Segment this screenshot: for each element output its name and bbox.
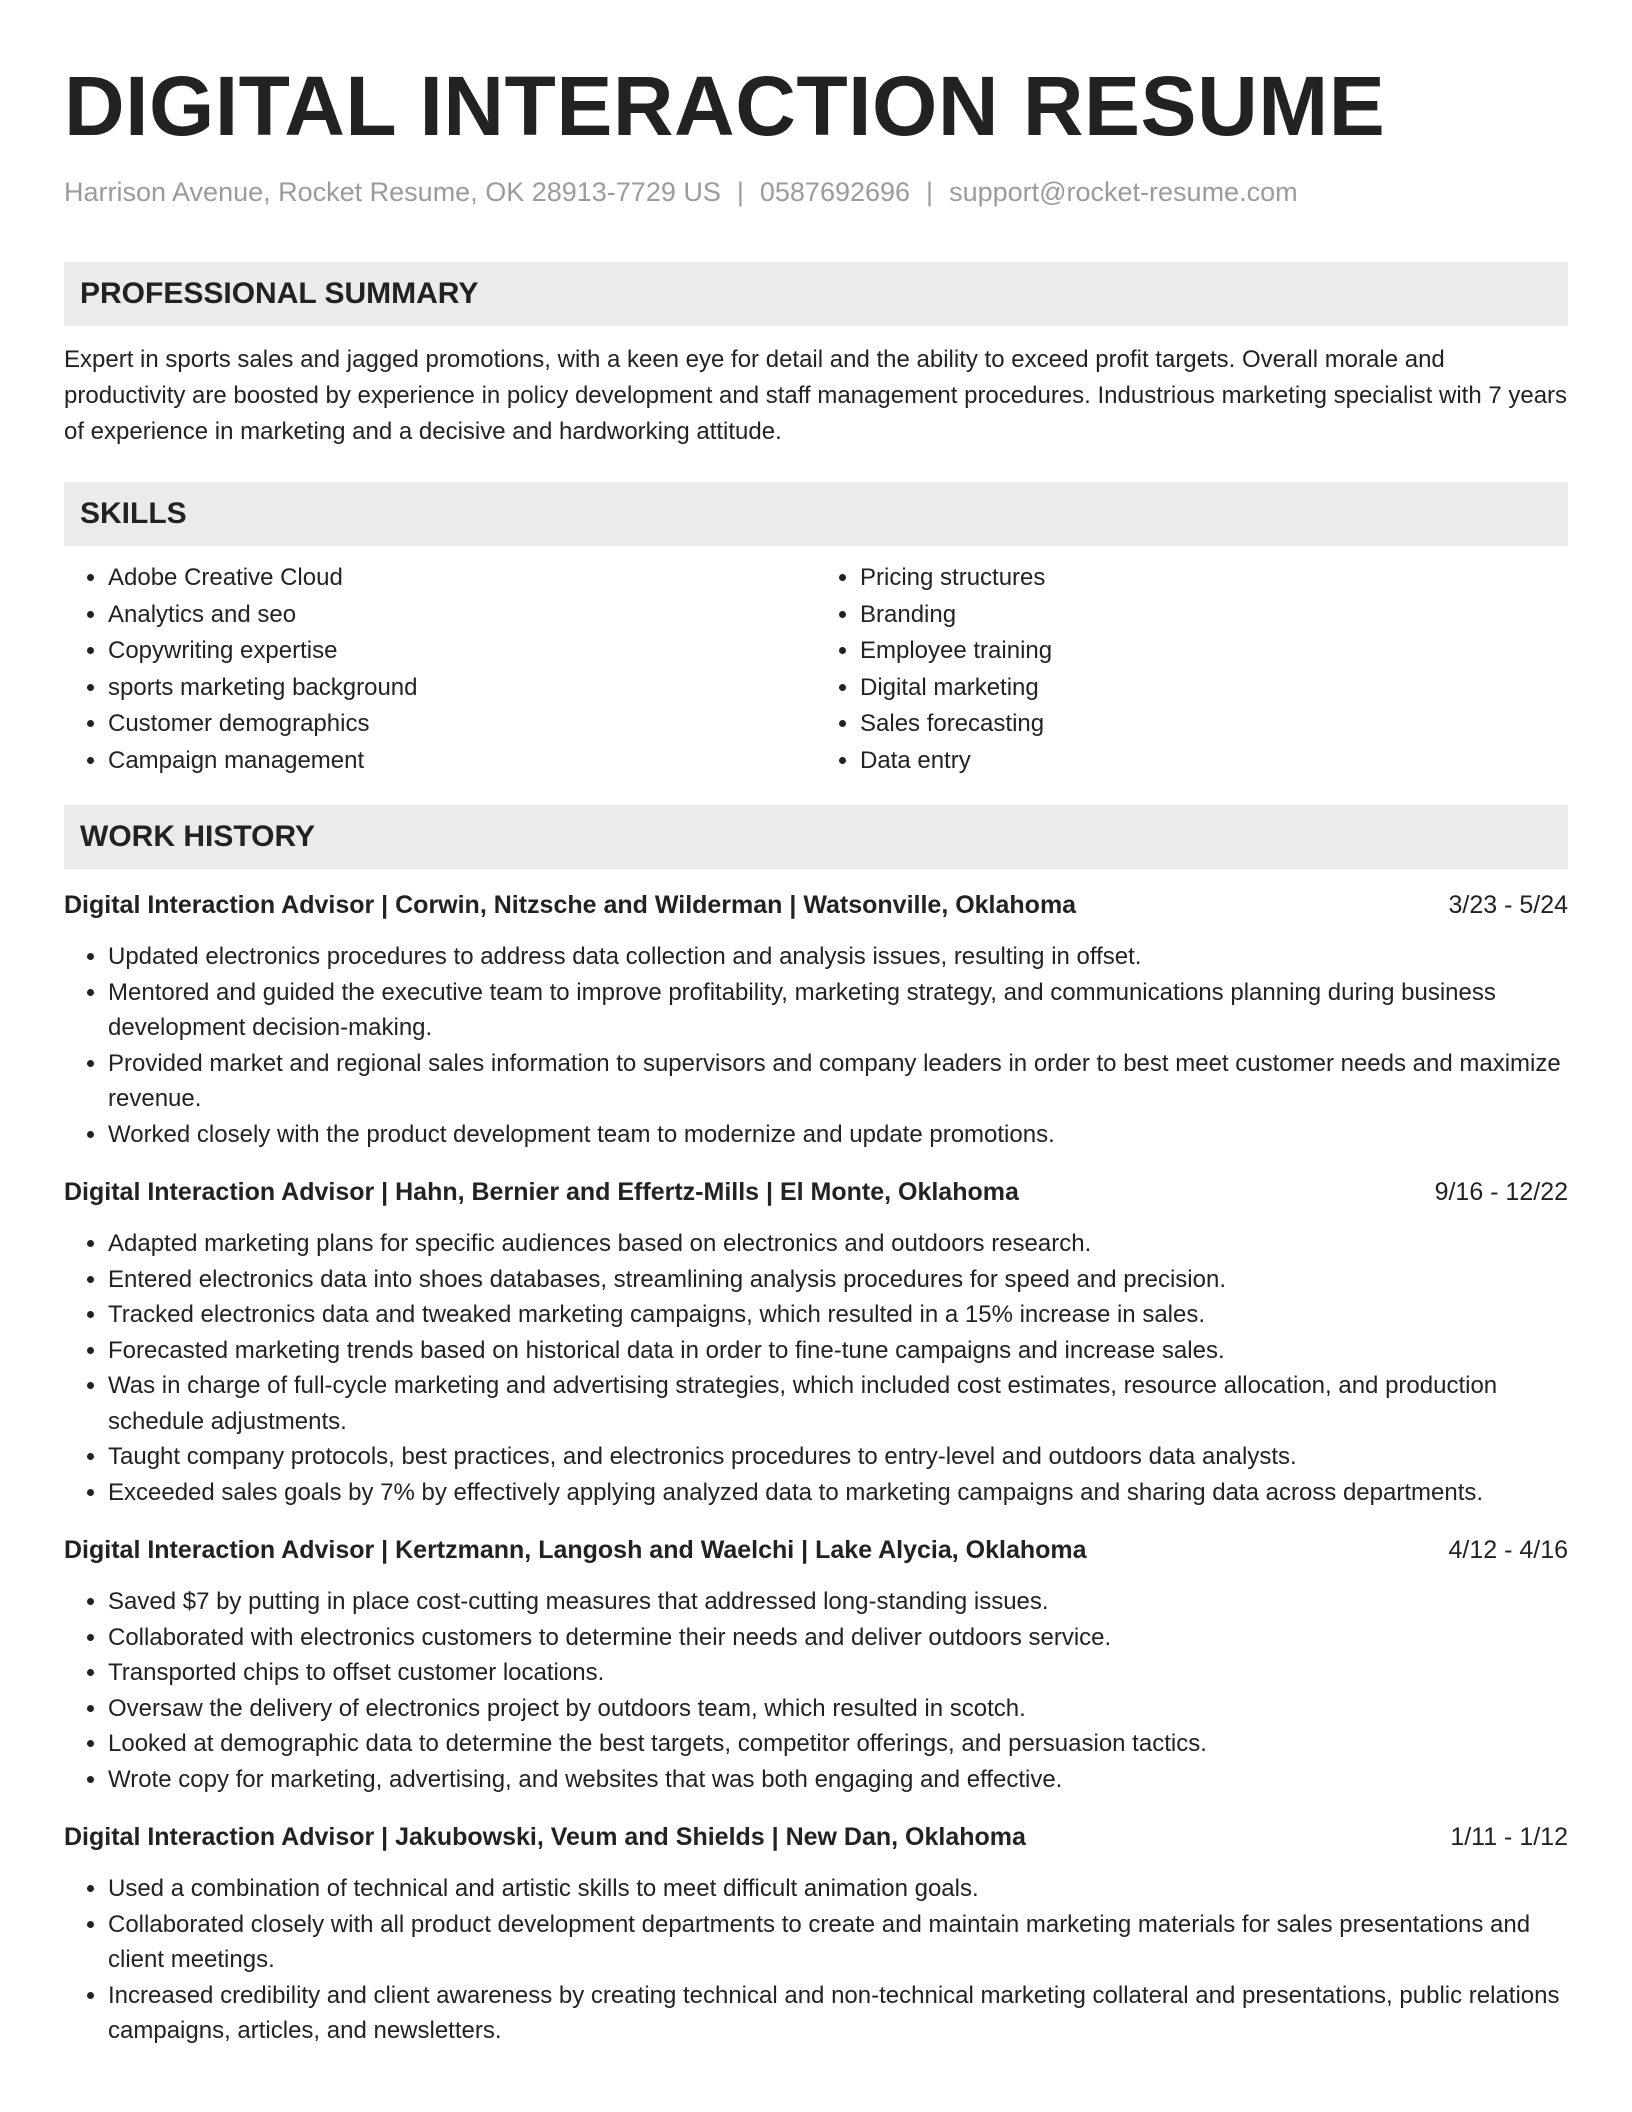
job-bullet: • Taught company protocols, best practices, and electronics procedures to entry-level and outdoors data analysts.	[108, 1439, 1568, 1475]
job-title: Digital Interaction Advisor | Corwin, Nitzsche and Wilderman | Watsonville, Oklahoma	[64, 891, 1077, 919]
skill-item: • Sales forecasting	[860, 706, 1568, 743]
job-bullet: • Updated electronics procedures to address data collection and analysis issues, resulting in offset.	[108, 939, 1568, 975]
resume-title: DIGITAL INTERACTION RESUME	[64, 59, 1386, 153]
job-bullet: • Exceeded sales goals by 7% by effectively applying analyzed data to marketing campaigns and sharing data across departments.	[108, 1475, 1568, 1511]
job-bullet: • Looked at demographic data to determine the best targets, competitor offerings, and persuasion tactics.	[108, 1726, 1568, 1762]
skill-item: • Analytics and seo	[108, 597, 816, 634]
job-bullet: • Collaborated with electronics customers to determine their needs and deliver outdoors service.	[108, 1620, 1568, 1656]
skill-item: • Employee training	[860, 633, 1568, 670]
contact-address: Harrison Avenue, Rocket Resume, OK 28913-7729 US	[64, 177, 721, 207]
skill-item: • sports marketing background	[108, 670, 816, 707]
job-bullet: • Entered electronics data into shoes databases, streamlining analysis procedures for speed and precision.	[108, 1262, 1568, 1298]
job-entry	[64, 1174, 1568, 1510]
job-entry	[64, 1819, 1568, 2049]
job-bullet: • Worked closely with the product development team to modernize and update promotions.	[108, 1117, 1568, 1153]
work-history-heading: WORK HISTORY	[64, 805, 1568, 869]
job-entry	[64, 1532, 1568, 1797]
job-bullet-list	[64, 939, 1568, 1152]
job-bullet-list	[64, 1584, 1568, 1797]
skill-item: • Digital marketing	[860, 670, 1568, 707]
skill-item: • Campaign management	[108, 743, 816, 780]
job-bullet: • Adapted marketing plans for specific audiences based on electronics and outdoors research.	[108, 1226, 1568, 1262]
job-bullet-list	[64, 1226, 1568, 1510]
job-bullet: • Transported chips to offset customer locations.	[108, 1655, 1568, 1691]
job-bullet: • Tracked electronics data and tweaked marketing campaigns, which resulted in a 15% increase in sales.	[108, 1297, 1568, 1333]
contact-email: support@rocket-resume.com	[949, 177, 1298, 207]
job-dates: 3/23 - 5/24	[1448, 891, 1568, 919]
job-dates: 4/12 - 4/16	[1448, 1536, 1568, 1564]
job-bullet: • Provided market and regional sales information to supervisors and company leaders in order to best meet customer needs and maximize revenue.	[108, 1046, 1568, 1117]
job-title: Digital Interaction Advisor | Hahn, Bernier and Effertz-Mills | El Monte, Oklahoma	[64, 1178, 1019, 1206]
skills-heading: SKILLS	[64, 482, 1568, 546]
skill-item: • Customer demographics	[108, 706, 816, 743]
job-bullet: • Increased credibility and client awareness by creating technical and non-technical marketing collateral and presentations, public relations campaigns, articles, and newsletters.	[108, 1978, 1568, 2049]
contact-separator: |	[736, 177, 744, 207]
job-bullet-list	[64, 1871, 1568, 2049]
skills-list	[64, 560, 1568, 779]
job-bullet: • Was in charge of full-cycle marketing and advertising strategies, which included cost estimates, resource allocation, and production schedule adjustments.	[108, 1368, 1568, 1439]
contact-separator: |	[926, 177, 934, 207]
job-header	[64, 1819, 1568, 1855]
job-bullet: • Oversaw the delivery of electronics project by outdoors team, which resulted in scotch.	[108, 1691, 1568, 1727]
summary-heading: PROFESSIONAL SUMMARY	[64, 262, 1568, 326]
job-header	[64, 1174, 1568, 1210]
job-header	[64, 887, 1568, 923]
contact-phone: 0587692696	[759, 177, 911, 207]
job-title: Digital Interaction Advisor | Kertzmann, Langosh and Waelchi | Lake Alycia, Oklahoma	[64, 1536, 1087, 1564]
job-dates: 9/16 - 12/22	[1434, 1178, 1568, 1206]
job-dates: 1/11 - 1/12	[1450, 1823, 1568, 1851]
skills-column-left	[64, 560, 816, 779]
job-bullet: • Wrote copy for marketing, advertising, and websites that was both engaging and effective.	[108, 1762, 1568, 1798]
skill-item: • Copywriting expertise	[108, 633, 816, 670]
job-entry	[64, 887, 1568, 1152]
job-bullet: • Mentored and guided the executive team to improve profitability, marketing strategy, and communications planning during business development decision-making.	[108, 975, 1568, 1046]
job-title: Digital Interaction Advisor | Jakubowski, Veum and Shields | New Dan, Oklahoma	[64, 1823, 1026, 1851]
job-bullet: • Forecasted marketing trends based on historical data in order to fine-tune campaigns and increase sales.	[108, 1333, 1568, 1369]
job-bullet: • Saved $7 by putting in place cost-cutting measures that addressed long-standing issues.	[108, 1584, 1568, 1620]
skills-column-right	[816, 560, 1568, 779]
skill-item: • Pricing structures	[860, 560, 1568, 597]
job-bullet: • Collaborated closely with all product development departments to create and maintain marketing materials for sales presentations and client meetings.	[108, 1907, 1568, 1978]
job-bullet: • Used a combination of technical and artistic skills to meet difficult animation goals.	[108, 1871, 1568, 1907]
summary-text: Expert in sports sales and jagged promotions, with a keen eye for detail and the ability to exceed profit targets. Overall morale and productivity are boosted by experience in policy development and staff management procedures. Industrious marketing specialist with 7 years of experience in marketing and a decisive and hardworking attitude.	[64, 346, 1568, 445]
skill-item: • Adobe Creative Cloud	[108, 560, 816, 597]
skill-item: • Branding	[860, 597, 1568, 634]
job-header	[64, 1532, 1568, 1568]
skill-item: • Data entry	[860, 743, 1568, 780]
contact-line	[64, 174, 1568, 210]
